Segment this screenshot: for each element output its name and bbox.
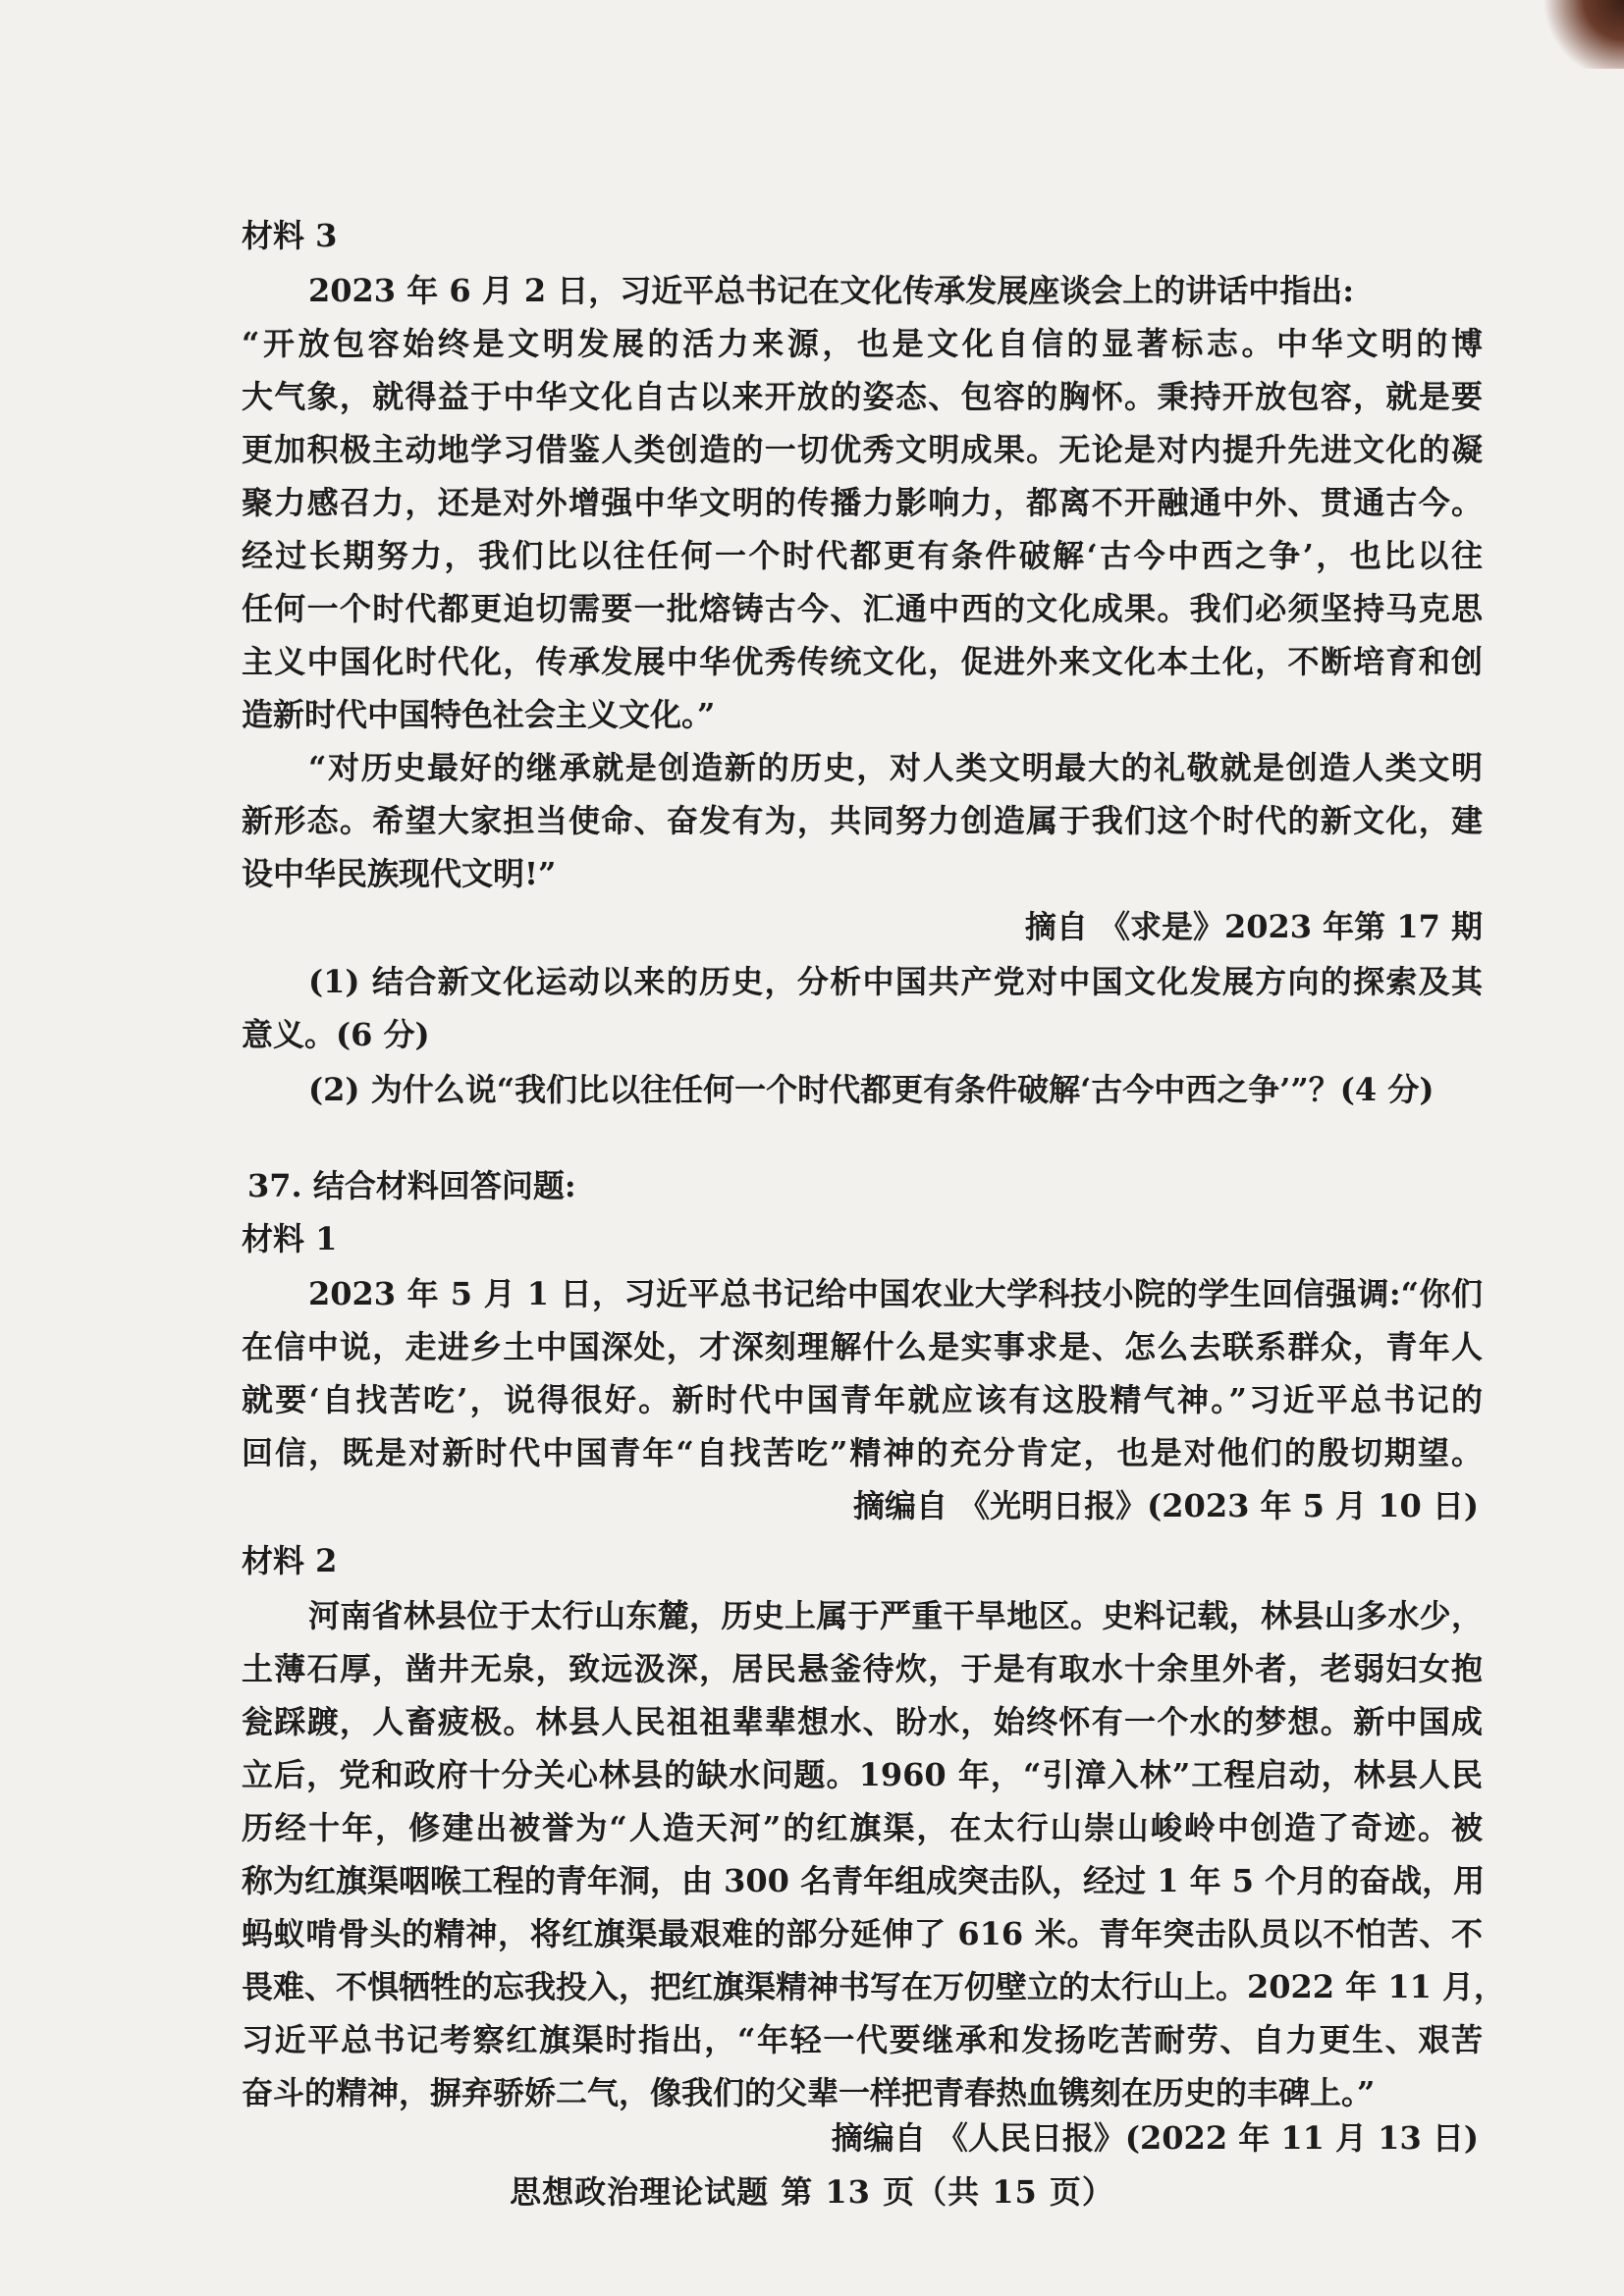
material-2-line: 蚂蚁啃骨头的精神，将红旗渠最艰难的部分延伸了 616 米。青年突击队员以不怕苦、不 <box>242 1915 1483 1952</box>
material-1-line: 回信，既是对新时代中国青年“自找苦吃”精神的充分肯定，也是对他们的殷切期望。 <box>242 1434 1483 1471</box>
material-3-quote-line: “开放包容始终是文明发展的活力来源，也是文化自信的显著标志。中华文明的博 <box>242 325 1483 362</box>
material-2-line: 称为红旗渠咽喉工程的青年洞，由 300 名青年组成突击队，经过 1 年 5 个月的奋战，用 <box>242 1862 1486 1899</box>
material-3-quote-line: 造新时代中国特色社会主义文化。” <box>242 696 716 733</box>
question-1-text: (1) 结合新文化运动以来的历史，分析中国共产党对中国文化发展方向的探索及其 <box>308 963 1483 1000</box>
material-3-quote-line: 聚力感召力，还是对外增强中华文明的传播力影响力，都离不开融通中外、贯通古今。 <box>242 484 1483 521</box>
material-2-line: 土薄石厚，凿井无泉，致远汲深，居民悬釜待炊，于是有取水十余里外者，老弱妇女抱 <box>242 1650 1483 1687</box>
question-37-title: 37. 结合材料回答问题: <box>247 1167 576 1204</box>
material-1-source: 摘编自 《光明日报》(2023 年 5 月 10 日) <box>853 1487 1479 1524</box>
material-3-source: 摘自 《求是》2023 年第 17 期 <box>1024 908 1483 945</box>
material-2-label: 材料 2 <box>242 1542 338 1579</box>
material-3-quote-line: 任何一个时代都更迫切需要一批熔铸古今、汇通中西的文化成果。我们必须坚持马克思 <box>242 590 1483 627</box>
material-3-quote2-line: 设中华民族现代文明!” <box>242 855 557 892</box>
page-footer: 思想政治理论试题 第 13 页（共 15 页） <box>510 2173 1114 2211</box>
material-3-quote-line: 大气象，就得益于中华文化自古以来开放的姿态、包容的胸怀。秉持开放包容，就是要 <box>242 378 1483 415</box>
question-2-text: (2) 为什么说“我们比以往任何一个时代都更有条件破解‘古今中西之争’”？(4 分) <box>308 1071 1435 1108</box>
material-3-quote2-line: 新形态。希望大家担当使命、奋发有为，共同努力创造属于我们这个时代的新文化，建 <box>242 802 1483 839</box>
material-2-line: 瓮踩踱，人畜疲极。林县人民祖祖辈辈想水、盼水，始终怀有一个水的梦想。新中国成 <box>242 1703 1483 1740</box>
material-3-quote-line: 更加积极主动地学习借鉴人类创造的一切优秀文明成果。无论是对内提升先进文化的凝 <box>242 431 1483 468</box>
material-2-source: 摘编自 《人民日报》(2022 年 11 月 13 日) <box>831 2119 1479 2157</box>
material-2-line: 河南省林县位于太行山东麓，历史上属于严重干旱地区。史料记载，林县山多水少， <box>308 1597 1483 1634</box>
material-1-label: 材料 1 <box>242 1220 338 1257</box>
material-2-line: 习近平总书记考察红旗渠时指出，“年轻一代要继承和发扬吃苦耐劳、自力更生、艰苦 <box>242 2021 1483 2058</box>
material-2-line: 历经十年，修建出被誉为“人造天河”的红旗渠，在太行山崇山峻岭中创造了奇迹。被 <box>242 1809 1483 1846</box>
material-3-quote2-line: “对历史最好的继承就是创造新的历史，对人类文明最大的礼敬就是创造人类文明 <box>308 749 1483 786</box>
material-2-line: 畏难、不惧牺牲的忘我投入，把红旗渠精神书写在万仞壁立的太行山上。2022 年 11 月， <box>242 1968 1506 2005</box>
material-3-intro: 2023 年 6 月 2 日，习近平总书记在文化传承发展座谈会上的讲话中指出: <box>308 272 1355 309</box>
material-1-line: 就要‘自找苦吃’，说得很好。新时代中国青年就应该有这股精气神。”习近平总书记的 <box>242 1381 1483 1418</box>
material-1-line: 2023 年 5 月 1 日，习近平总书记给中国农业大学科技小院的学生回信强调:“你们 <box>308 1275 1483 1312</box>
question-1-score: 意义。(6 分) <box>242 1016 430 1053</box>
material-3-quote-line: 经过长期努力，我们比以往任何一个时代都更有条件破解‘古今中西之争’，也比以往 <box>242 537 1483 574</box>
material-1-line: 在信中说，走进乡土中国深处，才深刻理解什么是实事求是、怎么去联系群众，青年人 <box>242 1328 1483 1365</box>
material-2-line: 立后，党和政府十分关心林县的缺水问题。1960 年，“引漳入林”工程启动，林县人民 <box>242 1756 1483 1793</box>
material-3-quote-line: 主义中国化时代化，传承发展中华优秀传统文化，促进外来文化本土化，不断培育和创 <box>242 643 1483 680</box>
material-3-label: 材料 3 <box>242 217 338 254</box>
material-2-line: 奋斗的精神，摒弃骄娇二气，像我们的父辈一样把青春热血镌刻在历史的丰碑上。” <box>242 2074 1376 2111</box>
